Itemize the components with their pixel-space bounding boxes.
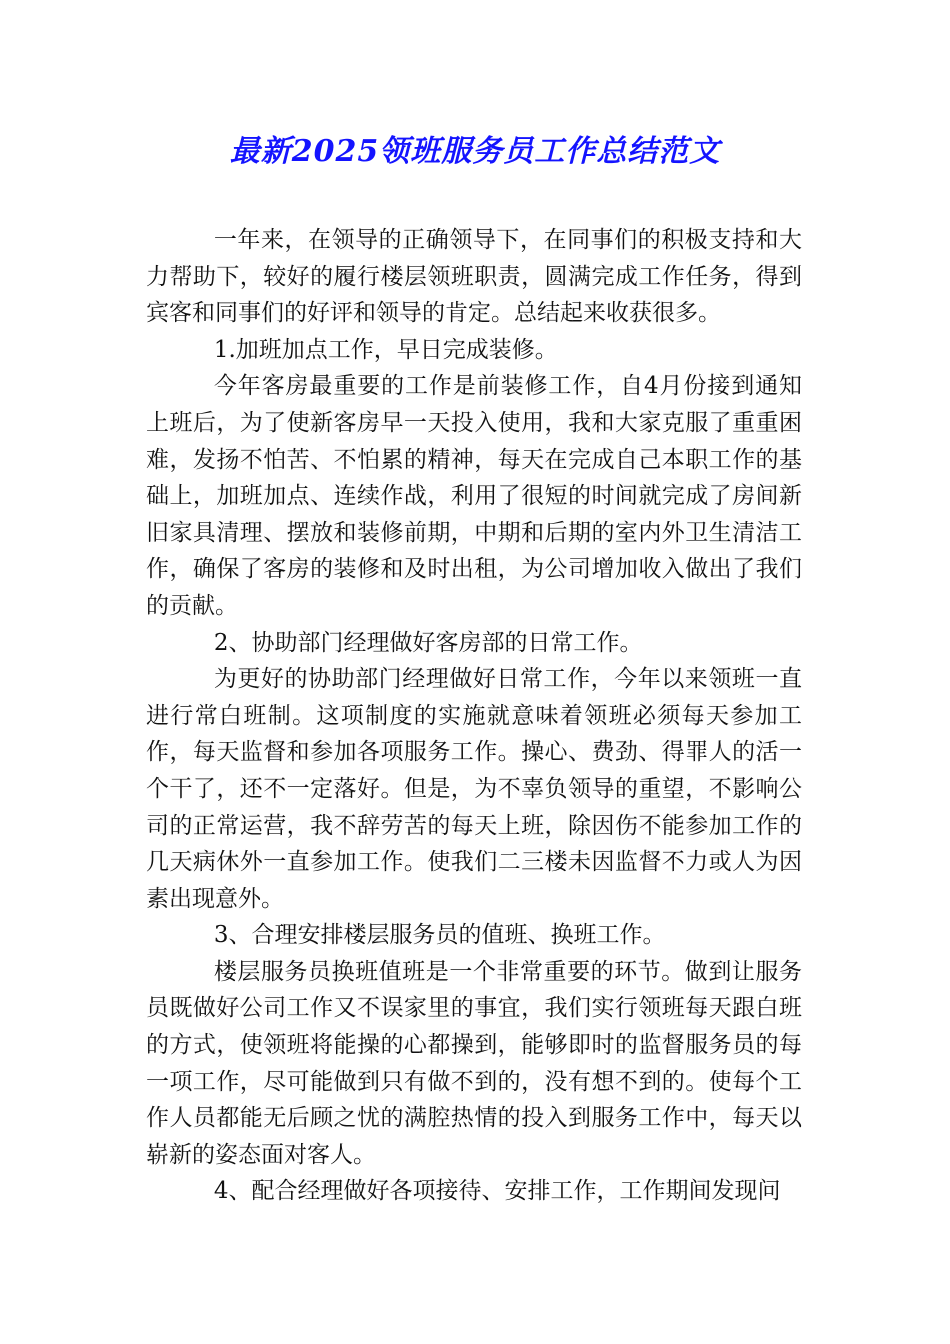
section-1-paragraph: 今年客房最重要的工作是前装修工作，自4月份接到通知上班后，为了使新客房早一天投入使用，我和大家克服了重重困难，发扬不怕苦、不怕累的精神，每天在完成自己本职工作的基础上，加班加点、连续作战，利用了很短的时间就完成了房间新旧家具清理、摆放和装修前期，中期和后期的室内外卫生清洁工作，确保了客房的装修和及时出租，为公司增加收入做出了我们的贡献。 <box>146 373 802 619</box>
section-3-paragraph: 楼层服务员换班值班是一个非常重要的环节。做到让服务员既做好公司工作又不误家里的事宜，我们实行领班每天跟白班的方式，使领班将能操的心都操到，能够即时的监督服务员的每一项工作，尽可能做到只有做不到的，没有想不到的。使每个工作人员都能无后顾之忧的满腔热情的投入到服务工作中，每天以崭新的姿态面对客人。 <box>146 958 802 1168</box>
section-2-paragraph: 为更好的协助部门经理做好日常工作，今年以来领班一直进行常白班制。这项制度的实施就意味着领班必须每天参加工作，每天监督和参加各项服务工作。操心、费劲、得罪人的活一个干了，还不一定落好。但是，为不辜负领导的重望，不影响公司的正常运营，我不辞劳苦的每天上班，除因伤不能参加工作的几天病休外一直参加工作。使我们二三楼未因监督不力或人为因素出现意外。 <box>146 666 802 912</box>
section-heading-1: 1.加班加点工作，早日完成装修。 <box>213 336 558 363</box>
section-heading-3: 3、合理安排楼层服务员的值班、换班工作。 <box>213 922 666 949</box>
intro-paragraph: 一年来，在领导的正确领导下，在同事们的积极支持和大力帮助下，较好的履行楼层领班职责，圆满完成工作任务，得到宾客和同事们的好评和领导的肯定。总结起来收获很多。 <box>146 227 802 327</box>
section-heading-4: 4、配合经理做好各项接待、安排工作，工作期间发现问 <box>213 1178 781 1205</box>
document-title: 最新2025领班服务员工作总结范文 <box>229 134 721 169</box>
document-body <box>146 222 802 1210</box>
section-heading-2: 2、协助部门经理做好客房部的日常工作。 <box>213 629 643 656</box>
